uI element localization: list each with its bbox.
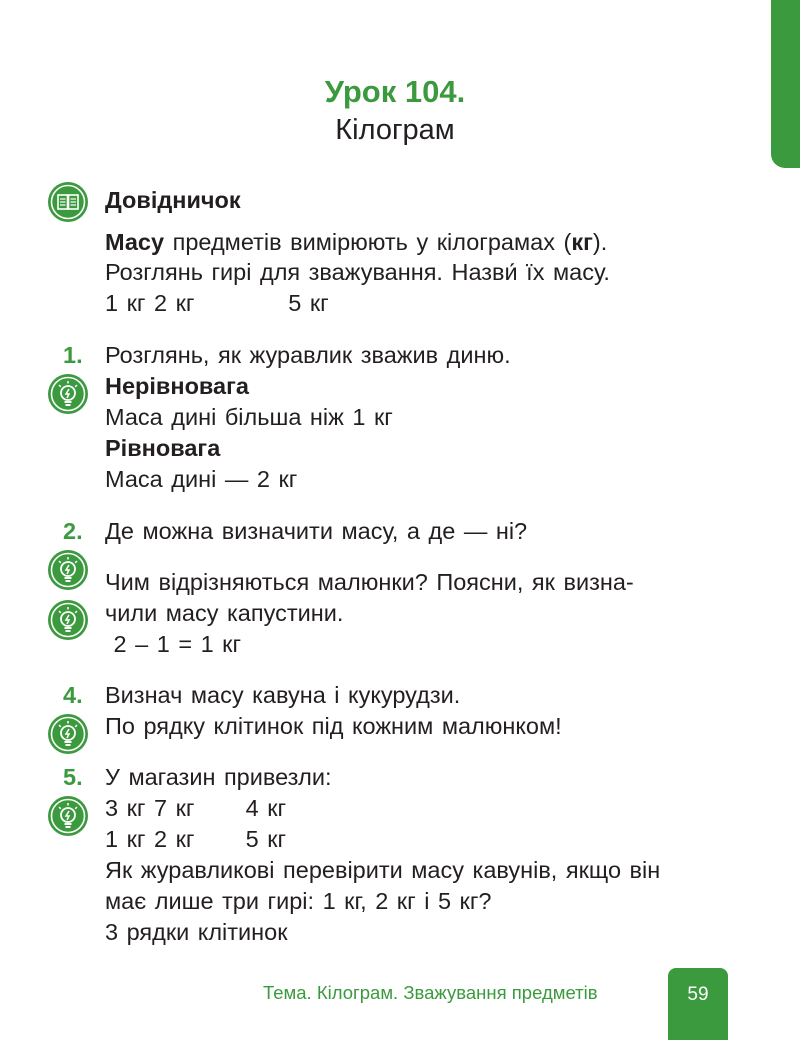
task-5-line-5: має лише три гирі: 1 кг, 2 кг і 5 кг? xyxy=(105,888,492,914)
page-number: 59 xyxy=(687,984,709,1005)
task-4-line-2: По рядку клітинок під кожним малюнком! xyxy=(105,713,562,739)
task-5-line-4: Як журавликові перевірити масу кавунів, якщо він xyxy=(105,857,661,883)
task-4-line-1: Визнач масу кавуна і кукурудзи. xyxy=(105,682,461,708)
task-3-line-1: Чим відрізняються малюнки? Поясни, як визна- xyxy=(105,569,634,595)
task-3-line-2: чили масу капустини. xyxy=(105,600,344,626)
task-1-heading-balance: Рівновага xyxy=(105,435,221,461)
task-1-line-2: Маса дині — 2 кг xyxy=(105,466,298,492)
reference-line-2: Розглянь гирі для зважування. Назви́ їх масу. xyxy=(105,259,610,285)
task-1-line-1: Маса дині більша ніж 1 кг xyxy=(105,404,393,430)
lightbulb-icon xyxy=(48,550,88,590)
reference-heading: Довідничок xyxy=(105,187,241,213)
task-2-text: Де можна визначити масу, а де — ні? xyxy=(105,518,528,544)
lesson-title: Урок 104. xyxy=(324,74,466,109)
task-3-line-3: 2 – 1 = 1 кг xyxy=(105,631,242,657)
task-1-heading-imbalance: Нерівновага xyxy=(105,373,249,399)
footer-topic: Тема. Кілограм. Зважування предметів xyxy=(263,982,598,1003)
lesson-subtitle: Кілограм xyxy=(335,114,455,146)
lightbulb-icon xyxy=(48,600,88,640)
task-5-line-6: 3 рядки клітинок xyxy=(105,919,288,945)
task-2-number: 2. xyxy=(63,518,83,544)
lightbulb-icon xyxy=(48,374,88,414)
reference-line-1: Масу предметів вимірюють у кілограмах (кг). xyxy=(105,229,608,255)
reference-line-3: 1 кг 2 кг 5 кг xyxy=(105,290,329,316)
task-5-line-3: 1 кг 2 кг 5 кг xyxy=(105,826,287,852)
lightbulb-icon xyxy=(48,796,88,836)
task-5-number: 5. xyxy=(63,764,83,790)
page-number-box xyxy=(668,968,728,1040)
task-1-number: 1. xyxy=(63,342,83,368)
task-5-line-1: У магазин привезли: xyxy=(105,764,332,790)
task-4-number: 4. xyxy=(63,682,83,708)
lightbulb-icon xyxy=(48,714,88,754)
task-5-line-2: 3 кг 7 кг 4 кг xyxy=(105,795,287,821)
task-1-text: Розглянь, як журавлик зважив диню. xyxy=(105,342,511,368)
book-icon xyxy=(48,182,88,222)
